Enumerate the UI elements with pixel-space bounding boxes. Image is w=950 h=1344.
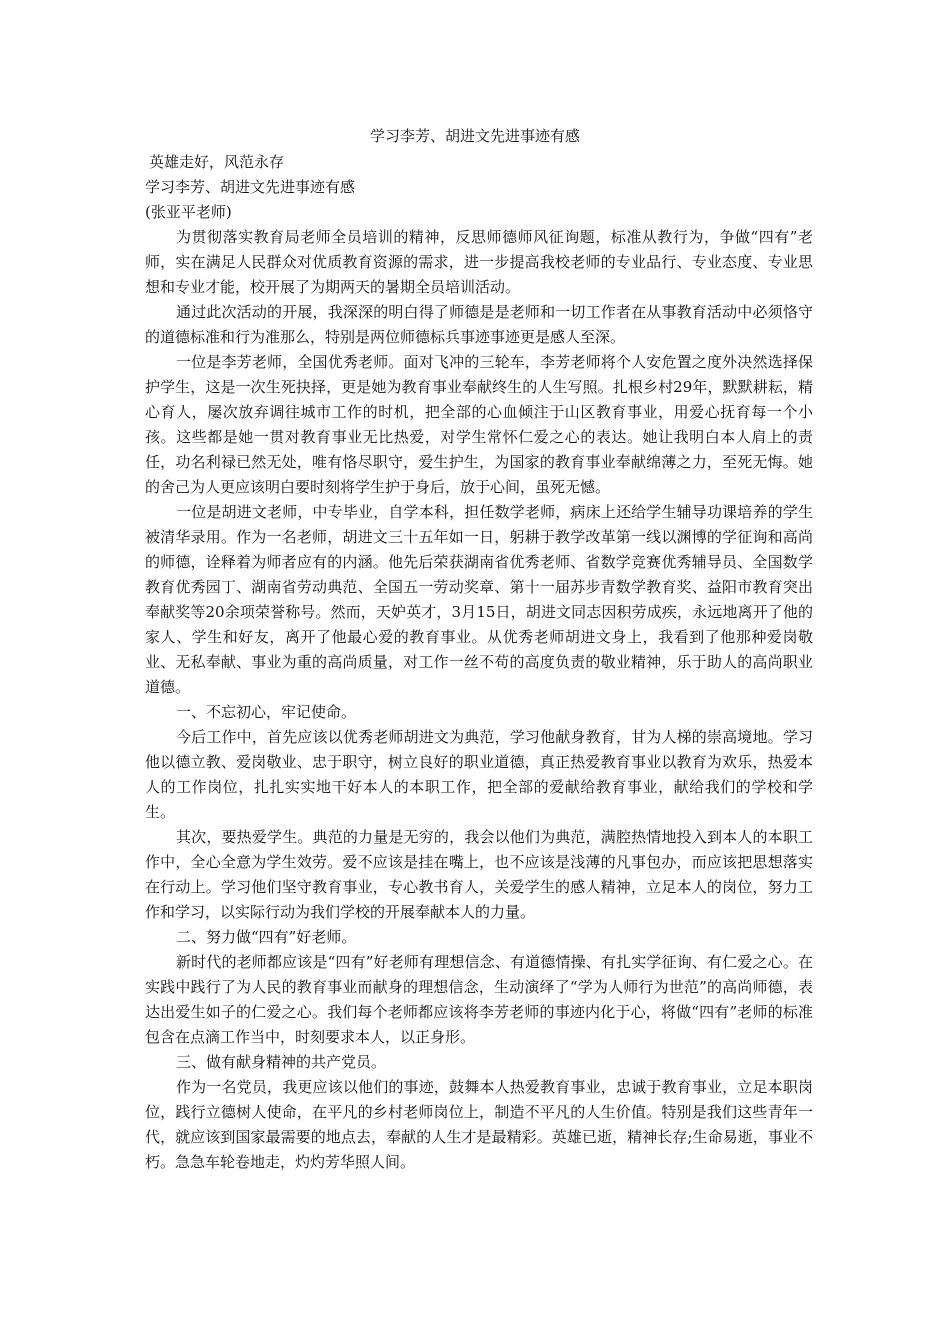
document-author: (张亚平老师) <box>145 203 232 221</box>
document-title: 学习李芳、胡进文先进事迹有感 <box>369 127 580 145</box>
paragraph: 今后工作中，首先应该以优秀老师胡进文为典范，学习他献身教育，甘为人梯的崇高境地。学习他以德立教、爱岗敬业、忠于职守，树立良好的职业道德，真正热爱教育事业以教育为欢乐，热爱本人的工作岗位，扎扎实实地干好本人的本职工作，把全部的爱献给教育事业，献给我们的学校和学生。 <box>145 728 813 821</box>
section-heading: 二、努力做“四有”好老师。 <box>176 928 357 946</box>
section-heading: 一、不忘初心，牢记使命。 <box>176 703 357 721</box>
paragraph: 新时代的老师都应该是“四有”好老师有理想信念、有道德情操、有扎实学征询、有仁爱之心。在实践中践行了为人民的教育事业而献身的理想信念，生动演绎了“学为人师行为世范”的高尚师德，表达出爱生如子的仁爱之心。我们每个老师都应该将李芳老师的事迹内化于心，将做“四有”老师的标准包含在点滴工作当中，时刻要求本人，以正身形。 <box>145 953 813 1046</box>
document-subtitle: 英雄走好，风范永存 <box>149 153 285 171</box>
paragraph: 为贯彻落实教育局老师全员培训的精神，反思师德师风征询题，标准从教行为，争做“四有”老师，实在满足人民群众对优质教育资源的需求，进一步提高我校老师的专业品行、专业态度、专业思想和专业才能，校开展了为期两天的暑期全员培训活动。 <box>145 228 813 296</box>
paragraph: 通过此次活动的开展，我深深的明白得了师德是是老师和一切工作者在从事教育活动中必须恪守的道德标准和行为准那么，特别是两位师德标兵事迹事迹更是感人至深。 <box>145 303 813 346</box>
paragraph: 一位是胡进文老师，中专毕业，自学本科，担任数学老师，病床上还给学生辅导功课培养的学生被清华录用。作为一名老师，胡进文三十五年如一日，躬耕于教学改革第一线以渊博的学征询和高尚的师德，诠释着为师者应有的内涵。他先后荣获湖南省优秀老师、省数学竞赛优秀辅导员、全国数学教育优秀园丁、湖南省劳动典范、全国五一劳动奖章、第十一届苏步青数学教育奖、益阳市教育突出奉献奖等20余项荣誉称号。然而，天妒英才，3月15日，胡进文同志因积劳成疾，永远地离开了他的家人、学生和好友，离开了他最心爱的教育事业。从优秀老师胡进文身上，我看到了他那种爱岗敬业、无私奉献、事业为重的高尚质量，对工作一丝不苟的高度负责的敬业精神，乐于助人的高尚职业道德。 <box>145 503 813 696</box>
paragraph: 其次，要热爱学生。典范的力量是无穷的，我会以他们为典范，满腔热情地投入到本人的本职工作中，全心全意为学生效劳。爱不应该是挂在嘴上，也不应该是浅薄的凡事包办，而应该把思想落实在行动上。学习他们坚守教育事业，专心教书育人，关爱学生的感人精神，立足本人的岗位，努力工作和学习，以实际行动为我们学校的开展奉献本人的力量。 <box>145 828 813 921</box>
section-heading: 三、做有献身精神的共产党员。 <box>176 1053 387 1071</box>
paragraph: 一位是李芳老师，全国优秀老师。面对飞冲的三轮车，李芳老师将个人安危置之度外决然选择保护学生，这是一次生死抉择，更是她为教育事业奉献终生的人生写照。扎根乡村29年，默默耕耘，精心育人，屡次放弃调往城市工作的时机，把全部的心血倾注于山区教育事业，用爱心抚育每一个小孩。这些都是她一贯对教育事业无比热爱，对学生常怀仁爱之心的表达。她让我明白本人肩上的责任，功名利禄已然无处，唯有恪尽职守，爱生护生，为国家的教育事业奉献绵薄之力，至死无悔。她的舍己为人更应该明白要时刻将学生护于身后，放于心间，虽死无憾。 <box>145 353 813 496</box>
paragraph: 作为一名党员，我更应该以他们的事迹，鼓舞本人热爱教育事业，忠诚于教育事业，立足本职岗位，践行立德树人使命，在平凡的乡村老师岗位上，制造不平凡的人生价值。特别是我们这些青年一代，就应该到国家最需要的地点去，奉献的人生才是最精彩。英雄已逝，精神长存;生命易逝，事业不朽。急急车轮卷地走，灼灼芳华照人间。 <box>145 1078 813 1171</box>
document-heading-repeat: 学习李芳、胡进文先进事迹有感 <box>145 178 356 196</box>
document-body <box>145 225 813 1175</box>
